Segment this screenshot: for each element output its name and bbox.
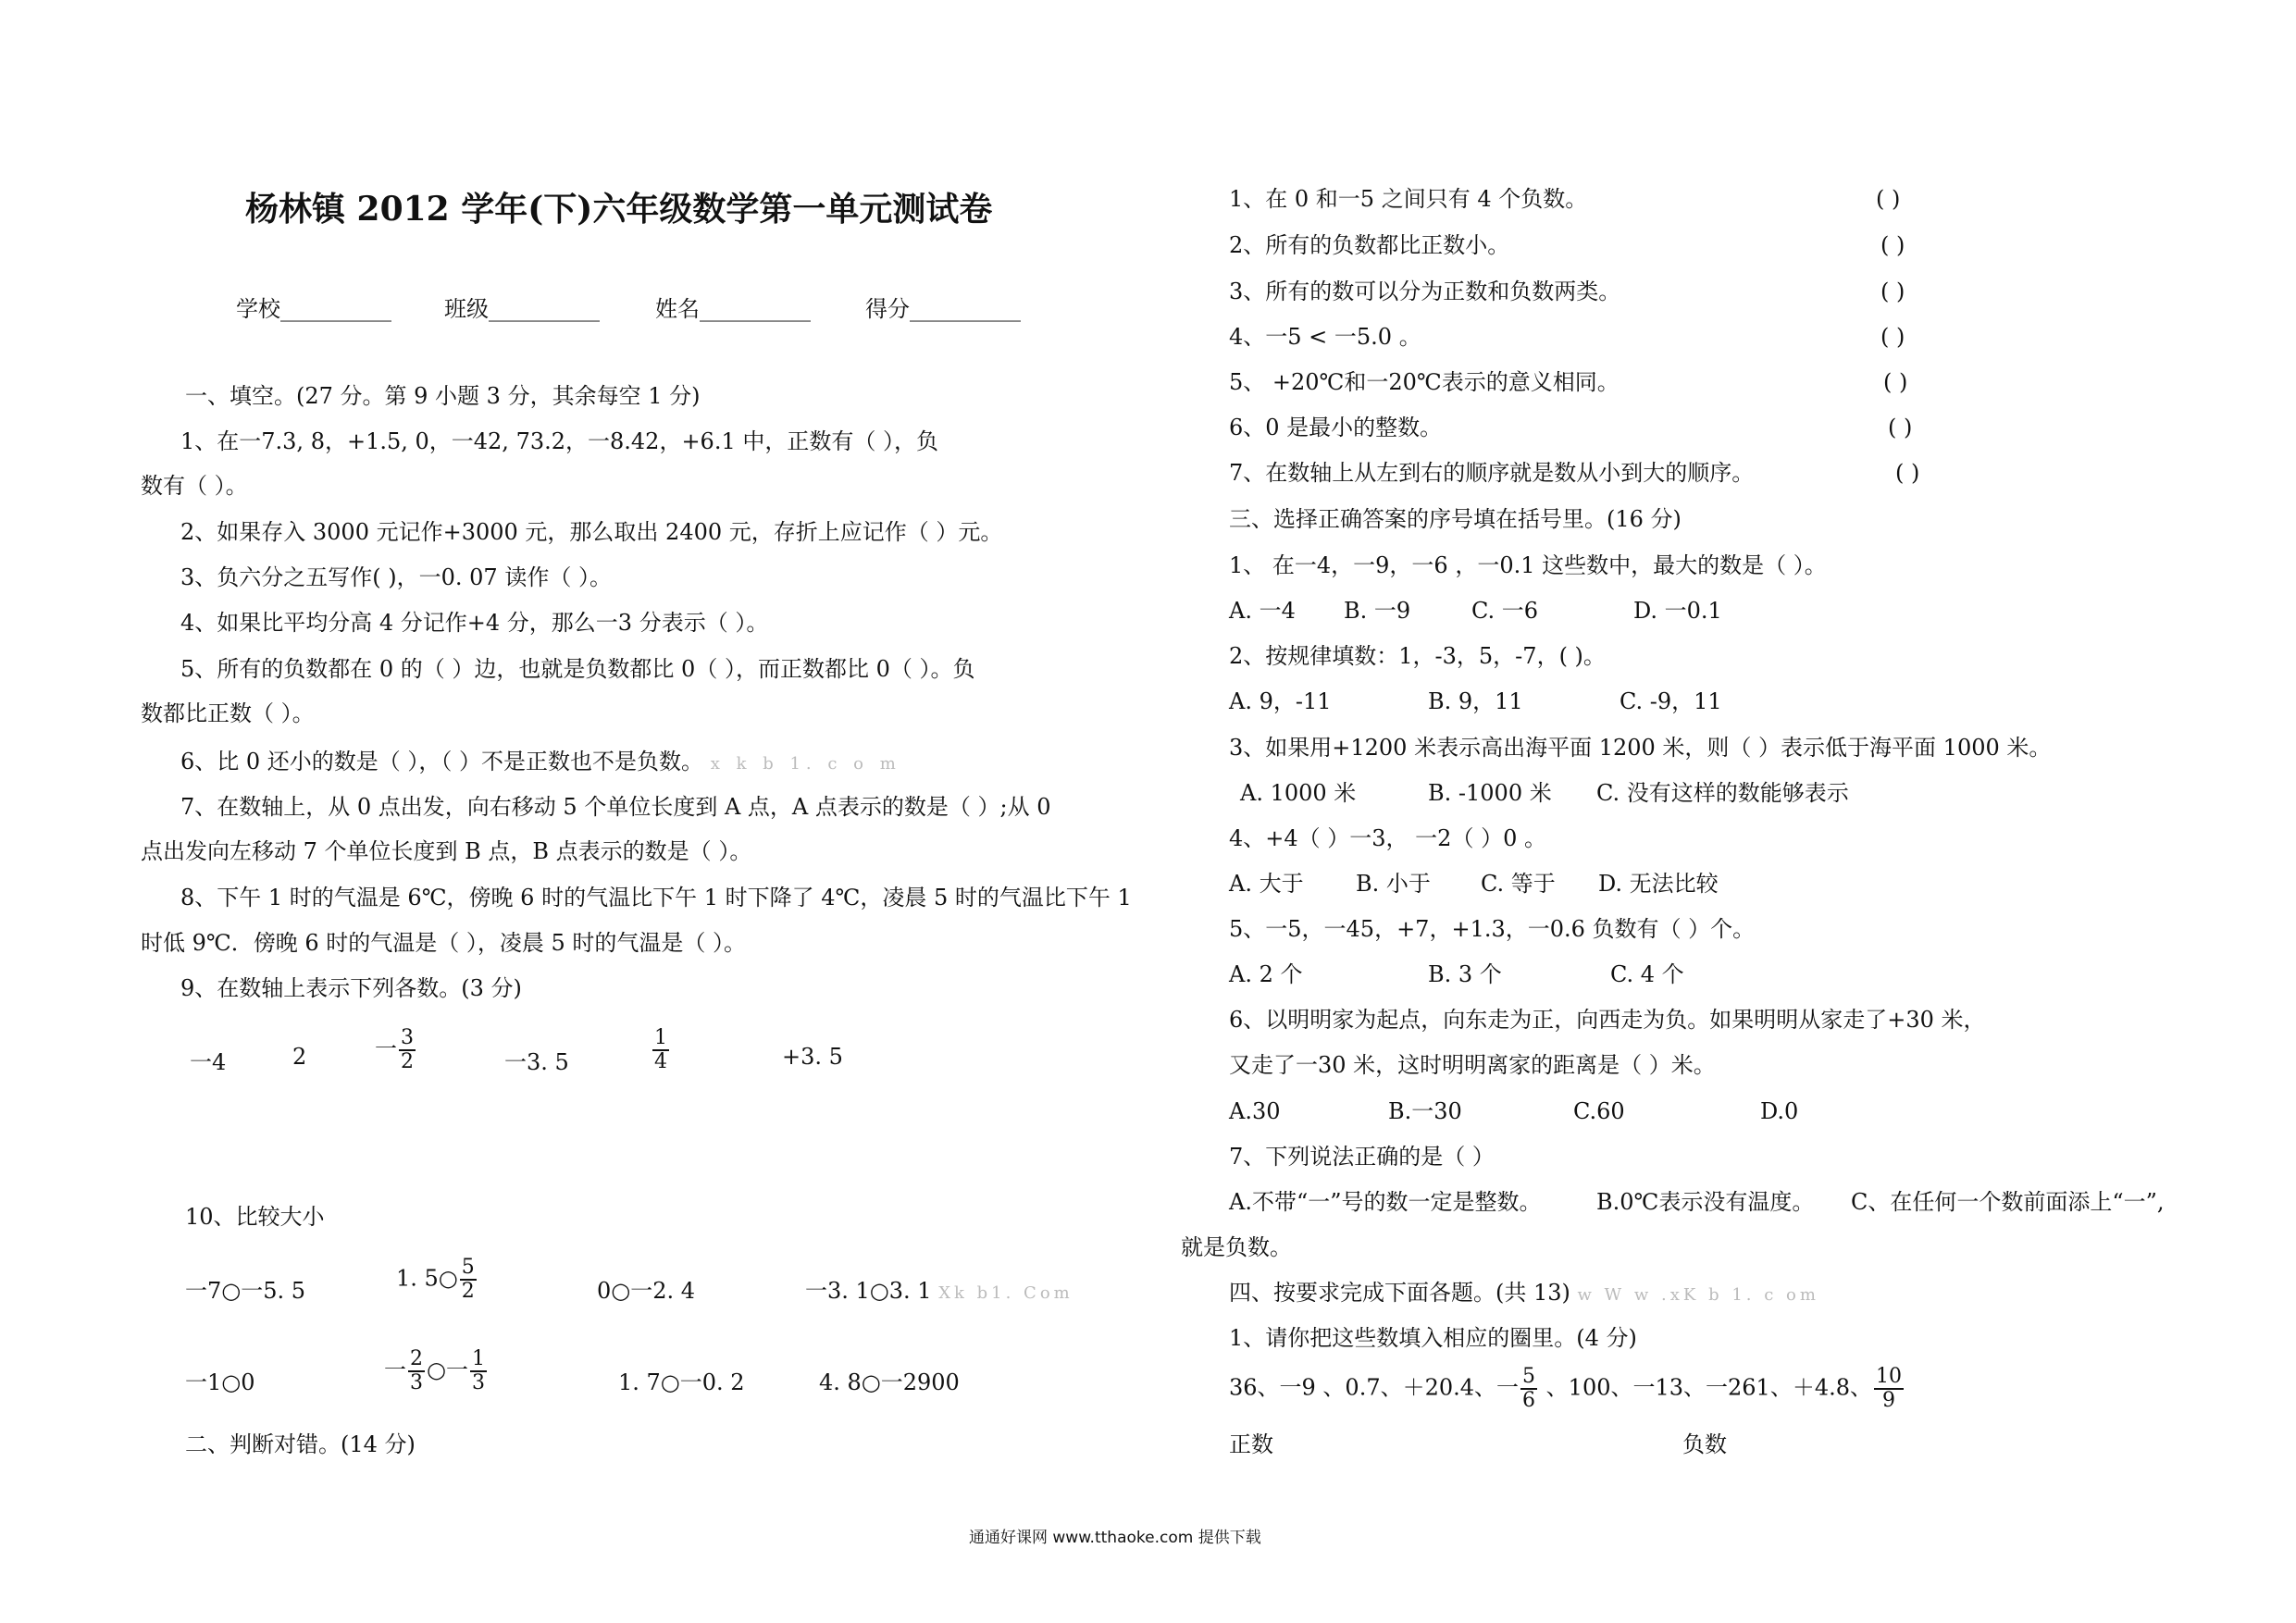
- q1-line2: 数有（ ）。: [141, 473, 248, 499]
- s4-numbers-pre: 36、一9 、0.7、＋20.4、一: [1229, 1374, 1520, 1401]
- q10-r2-a: 一1○0: [185, 1369, 255, 1395]
- q9-num-3-sign: 一: [375, 1035, 397, 1062]
- denominator: 6: [1522, 1389, 1536, 1412]
- judge-item: 6、0 是最小的整数。: [1229, 415, 1443, 440]
- numerator: 3: [401, 1026, 414, 1049]
- s3-q4-opt-a: A. 大于: [1229, 871, 1304, 897]
- watermark-text: Xk b1. Com: [938, 1283, 1074, 1303]
- s3-q3-opt-a: A. 1000 米: [1240, 780, 1357, 806]
- s3-q3: 3、如果用+1200 米表示高出海平面 1200 米，则（ ）表示低于海平面 1000 米。: [1229, 735, 2052, 761]
- q5-line1: 5、所有的负数都在 0 的（ ）边，也就是负数都比 0（ ），而正数都比 0（ ）。负: [180, 656, 975, 682]
- watermark-text: w W w .xK b 1. c om: [1577, 1285, 1819, 1305]
- q7-line1: 7、在数轴上，从 0 点出发，向右移动 5 个单位长度到 A 点，A 点表示的数是（ ）;从 0: [180, 794, 1051, 820]
- judge-answer-box: ( ): [1895, 460, 1920, 486]
- fraction: [460, 1257, 477, 1303]
- denominator: 9: [1882, 1389, 1895, 1412]
- judge-answer-box: ( ): [1880, 279, 1905, 304]
- negative-label: 负数: [1682, 1431, 1727, 1457]
- q10: 10、比较大小: [185, 1204, 325, 1230]
- s3-q7-opt-a: A.不带“一”号的数一定是整数。: [1229, 1189, 1542, 1215]
- s4-numbers: [1229, 1366, 1905, 1412]
- s3-q1-opt-a: A. 一4: [1229, 598, 1296, 624]
- q9-num-3: [375, 1027, 417, 1073]
- q10-r2-b: [384, 1348, 489, 1394]
- q10-r2-b-mid: ○一: [427, 1357, 468, 1383]
- fraction: [470, 1348, 487, 1394]
- s3-q2-opt-a: A. 9，-11: [1229, 688, 1332, 714]
- s3-q5: 5、一5，一45，+7，+1.3，一0.6 负数有（ ）个。: [1229, 916, 1756, 942]
- judge-item: 5、 +20℃和一20℃表示的意义相同。: [1229, 369, 1620, 395]
- s3-q7-opt-c: C、在任何一个数前面添上“一”,: [1851, 1189, 2165, 1215]
- s3-q6-opt-a: A.30: [1229, 1098, 1281, 1124]
- section3-heading: 三、选择正确答案的序号填在括号里。(16 分): [1229, 506, 1682, 532]
- q9-num-4: 一3. 5: [504, 1049, 569, 1075]
- s3-q2-opt-b: B. 9，11: [1428, 688, 1523, 714]
- score-field: 得分__________: [865, 296, 1021, 322]
- s3-q6-opt-d: D.0: [1760, 1098, 1799, 1124]
- s3-q5-opt-a: A. 2 个: [1229, 961, 1303, 987]
- judge-answer-box: ( ): [1888, 415, 1913, 440]
- judge-item: 7、在数轴上从左到右的顺序就是数从小到大的顺序。: [1229, 460, 1755, 486]
- q10-r2-d: 4. 8○一2900: [819, 1369, 960, 1395]
- denominator: 2: [401, 1050, 414, 1073]
- s3-q2-opt-c: C. -9，11: [1620, 688, 1722, 714]
- s3-q4-opt-b: B. 小于: [1356, 871, 1431, 897]
- fraction: [408, 1348, 425, 1394]
- s3-q6-opt-b: B.一30: [1388, 1098, 1462, 1124]
- fraction: [652, 1027, 669, 1073]
- judge-item: 1、在 0 和一5 之间只有 4 个负数。: [1229, 186, 1588, 212]
- s3-q7-tail: 就是负数。: [1181, 1234, 1292, 1260]
- numerator: 1: [471, 1347, 485, 1370]
- s3-q1-opt-c: C. 一6: [1471, 598, 1539, 624]
- s3-q6-opt-c: C.60: [1573, 1098, 1625, 1124]
- s3-q7: 7、下列说法正确的是（ ）: [1229, 1144, 1495, 1170]
- q9-num-2: 2: [292, 1044, 307, 1070]
- q10-r1-b: [396, 1257, 478, 1303]
- q9-num-5: [651, 1027, 671, 1073]
- q6-text: 6、比 0 还小的数是（ ），（ ）不是正数也不是负数。: [180, 749, 704, 774]
- q10-r1-c: 0○一2. 4: [597, 1278, 696, 1304]
- numerator: 5: [1522, 1365, 1536, 1388]
- q10-r2-c: 1. 7○一0. 2: [618, 1369, 745, 1395]
- fraction: [1520, 1366, 1537, 1412]
- q9-num-1: 一4: [190, 1049, 227, 1075]
- s4-q1: 1、请你把这些数填入相应的圈里。(4 分): [1229, 1325, 1637, 1351]
- page-title: 杨林镇 2012 学年(下)六年级数学第一单元测试卷: [245, 190, 993, 229]
- s3-q4-opt-c: C. 等于: [1481, 871, 1556, 897]
- s3-q5-opt-c: C. 4 个: [1610, 961, 1684, 987]
- judge-answer-box: ( ): [1880, 232, 1905, 258]
- s3-q1-opt-d: D. 一0.1: [1633, 598, 1722, 624]
- q1-line1: 1、在一7.3, 8，+1.5, 0，一42, 73.2，一8.42，+6.1 中，正数有（ ），负: [180, 428, 938, 454]
- q8-line2: 时低 9℃．傍晚 6 时的气温是（ ），凌晨 5 时的气温是（ ）。: [141, 930, 747, 956]
- q6: [180, 748, 901, 778]
- s3-q7-opt-b: B.0℃表示没有温度。: [1596, 1189, 1815, 1215]
- q9: 9、在数轴上表示下列各数。(3 分): [180, 975, 522, 1001]
- denominator: 3: [410, 1371, 423, 1394]
- fraction: [1874, 1366, 1904, 1412]
- q10-r1-d-text: 一3. 1○3. 1: [805, 1278, 932, 1304]
- numerator: 1: [654, 1026, 667, 1049]
- judge-answer-box: ( ): [1880, 324, 1905, 350]
- name-field: 姓名__________: [655, 296, 811, 322]
- s3-q3-opt-c: C. 没有这样的数能够表示: [1596, 780, 1849, 806]
- numerator: 2: [410, 1347, 423, 1370]
- q4: 4、如果比平均分高 4 分记作+4 分，那么一3 分表示（ ）。: [180, 610, 769, 636]
- school-field: 学校__________: [236, 296, 391, 322]
- q7-line2: 点出发向左移动 7 个单位长度到 B 点，B 点表示的数是（ ）。: [141, 838, 752, 864]
- positive-label: 正数: [1229, 1431, 1273, 1457]
- section4-heading-row: [1229, 1279, 1819, 1309]
- q10-r1-d: [805, 1272, 1074, 1305]
- judge-answer-box: ( ): [1876, 186, 1901, 212]
- q10-r1-b-pre: 1. 5○: [396, 1265, 458, 1292]
- s3-q6-line1: 6、以明明家为起点，向东走为正，向西走为负。如果明明从家走了+30 米，: [1229, 1007, 1986, 1033]
- fraction: [399, 1027, 416, 1073]
- q2: 2、如果存入 3000 元记作+3000 元，那么取出 2400 元，存折上应记作（ ）元。: [180, 519, 1003, 545]
- class-field: 班级__________: [444, 296, 600, 322]
- section4-heading: 四、按要求完成下面各题。(共 13): [1229, 1280, 1570, 1306]
- watermark-text: x k b 1. c o m: [710, 754, 901, 774]
- s3-q4: 4、+4（ ）一3， 一2（ ）0 。: [1229, 825, 1546, 851]
- judge-item: 4、一5 < 一5.0 。: [1229, 324, 1421, 350]
- s3-q5-opt-b: B. 3 个: [1428, 961, 1502, 987]
- judge-item: 2、所有的负数都比正数小。: [1229, 232, 1510, 258]
- judge-item: 3、所有的数可以分为正数和负数两类。: [1229, 279, 1621, 304]
- q10-r1-a: 一7○一5. 5: [185, 1278, 306, 1304]
- s3-q6-line2: 又走了一30 米，这时明明离家的距离是（ ）米。: [1229, 1052, 1716, 1078]
- q5-line2: 数都比正数（ ）。: [141, 700, 315, 726]
- q10-r2-b-sign: 一: [384, 1357, 406, 1383]
- s3-q1: 1、 在一4，一9，一6 ，一0.1 这些数中，最大的数是（ ）。: [1229, 552, 1827, 578]
- s3-q2: 2、按规律填数：1，-3，5，-7，( )。: [1229, 643, 1606, 669]
- numerator: 10: [1876, 1365, 1902, 1388]
- section2-heading: 二、判断对错。(14 分): [185, 1431, 416, 1457]
- denominator: 4: [654, 1050, 667, 1073]
- s3-q1-opt-b: B. 一9: [1344, 598, 1411, 624]
- s3-q4-opt-d: D. 无法比较: [1598, 871, 1719, 897]
- numerator: 5: [461, 1256, 475, 1279]
- denominator: 2: [461, 1280, 475, 1303]
- q8-line1: 8、下午 1 时的气温是 6℃，傍晚 6 时的气温比下午 1 时下降了 4℃，凌晨 5 时的气温比下午 1: [180, 885, 1132, 911]
- denominator: 3: [471, 1371, 485, 1394]
- s4-numbers-mid: 、100、一13、一261、＋4.8、: [1539, 1374, 1872, 1401]
- section1-heading: 一、填空。(27 分。第 9 小题 3 分，其余每空 1 分): [185, 383, 701, 409]
- footer-credit: 通通好课网 www.tthaoke.com 提供下载: [969, 1529, 1261, 1547]
- s3-q3-opt-b: B. -1000 米: [1428, 780, 1552, 806]
- q3: 3、负六分之五写作( )，一0. 07 读作（ ）。: [180, 564, 612, 590]
- judge-answer-box: ( ): [1883, 369, 1908, 395]
- q9-num-6: +3. 5: [782, 1044, 843, 1070]
